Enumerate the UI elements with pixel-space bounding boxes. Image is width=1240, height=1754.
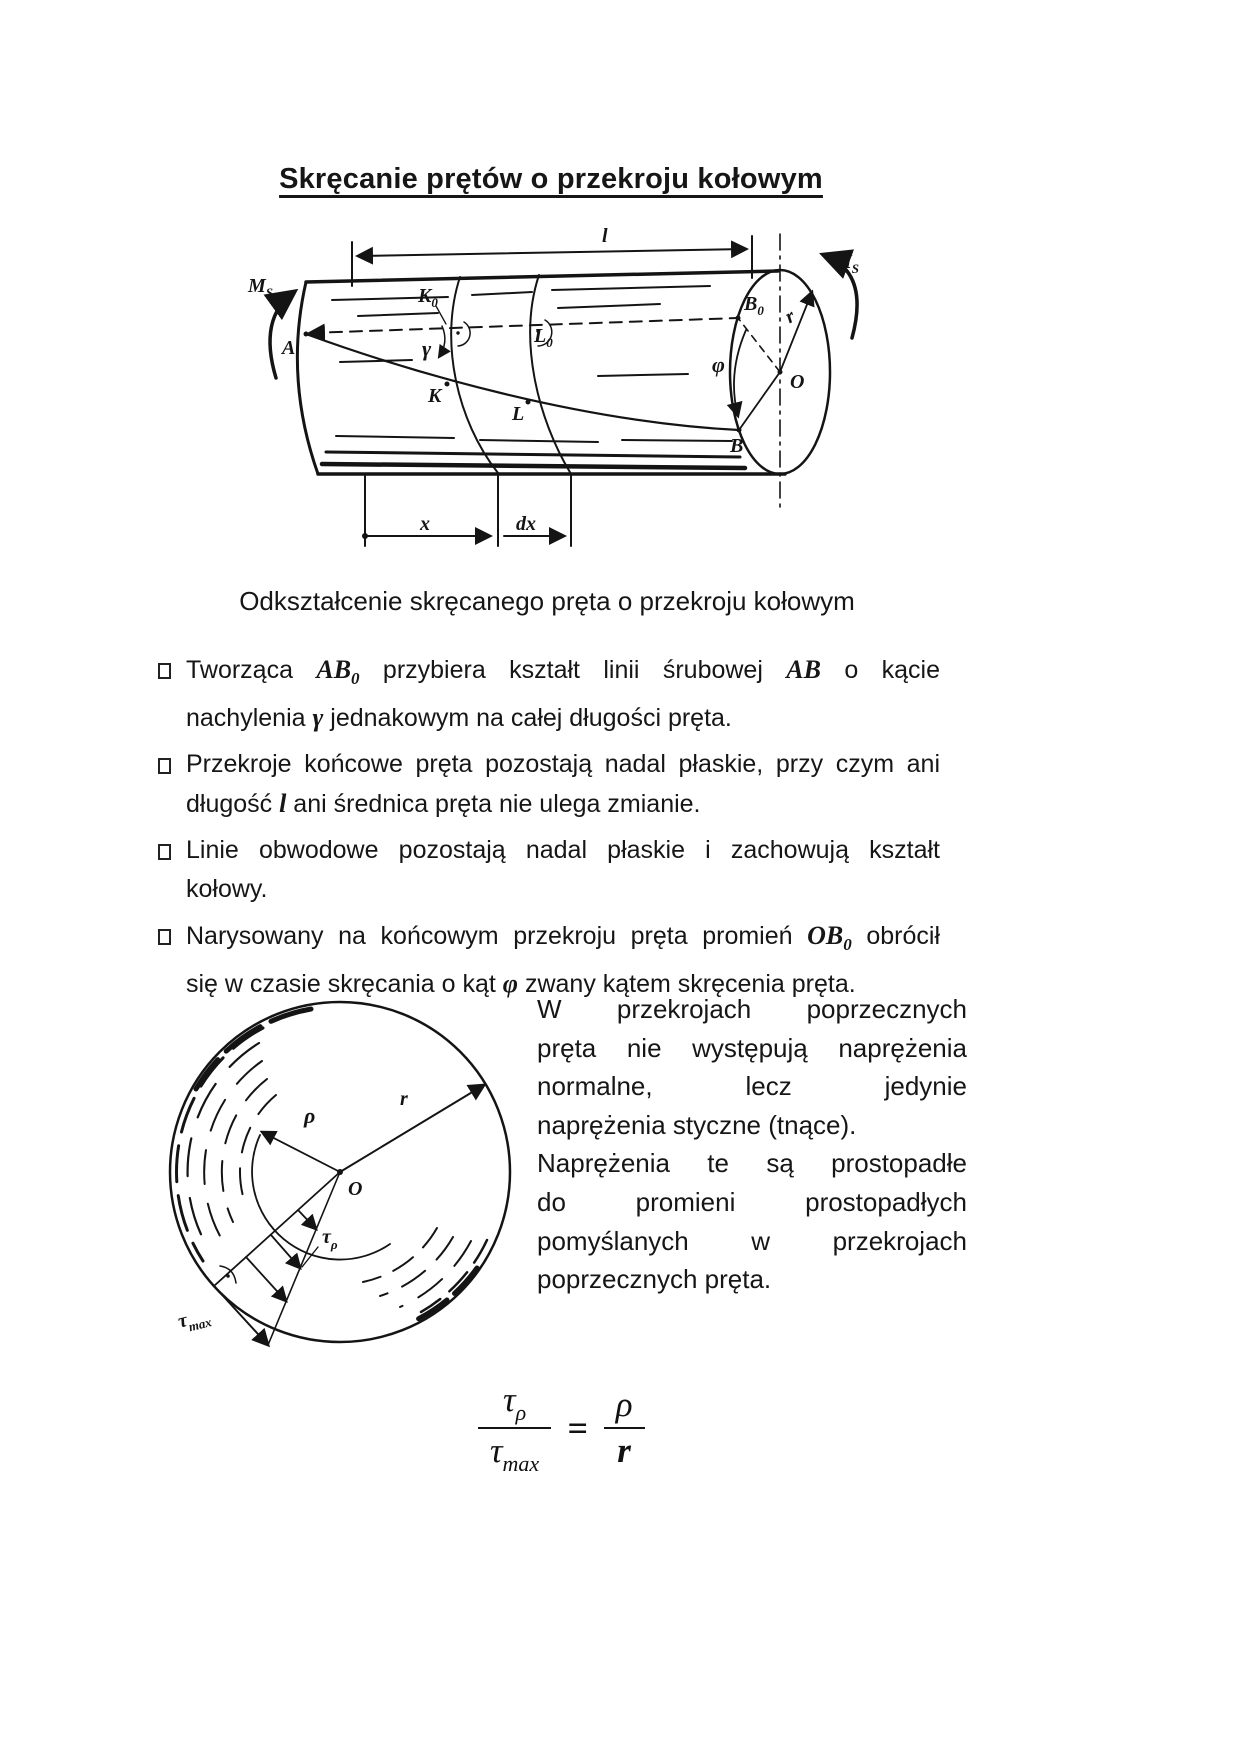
label-dx: dx (516, 513, 536, 535)
square-bullet-icon (158, 663, 171, 679)
label-tau-max: $\tau_{max}$ (175, 1309, 214, 1335)
equals-sign: = (567, 1407, 588, 1448)
paragraph-line: do promieni prostopadłych (537, 1186, 967, 1217)
bullet-4-line-2: się w czasie skręcania o kąt φ zwany kątem skręcenia pręta. (186, 969, 856, 998)
side-paragraph (537, 990, 967, 1299)
label-point-k: K (428, 385, 442, 407)
paragraph-line: pręta nie występują naprężenia (537, 1032, 967, 1063)
bullet-3-line-2: kołowy. (186, 875, 268, 903)
formula-tau-ratio (478, 1378, 645, 1478)
bullet-1-line-1: Tworząca $AB_0$ przybiera kształt linii śrubowej AB o kącie (186, 655, 940, 688)
label-point-o: O (790, 371, 805, 393)
bullet-2-line-1: Przekroje końcowe pręta pozostają nadal płaskie, przy czym ani (186, 750, 940, 778)
figure-caption: Odkształcenie skręcanego pręta o przekroju kołowym (239, 586, 855, 616)
label-radius-r: r (781, 304, 799, 329)
bullet-1-line-2: nachylenia γ jednakowym na całej długości pręta. (186, 703, 732, 732)
bullet-3-line-1: Linie obwodowe pozostają nadal płaskie i zachowują kształt (186, 836, 940, 864)
fraction-tau (478, 1378, 551, 1478)
square-bullet-icon (158, 844, 171, 860)
label-point-b: B (730, 435, 744, 457)
label-tau-rho: $\tau_\rho$ (322, 1226, 338, 1252)
formula-denominator: r (617, 1431, 631, 1470)
label-gamma: γ (422, 336, 432, 361)
bullet-item-2 (156, 745, 940, 824)
bullet-item-1 (156, 650, 940, 738)
label-length-l: l (602, 226, 608, 247)
paragraph-line: pomyślanych w przekrojach (537, 1225, 967, 1256)
label-point-b0: $B_0$ (744, 293, 764, 318)
label-torque-right: $M_S$ (834, 251, 860, 276)
formula-numerator: ρ (615, 1384, 633, 1424)
label-point-l: L (512, 403, 525, 425)
bullet-item-3 (156, 831, 940, 909)
label-point-a: A (282, 337, 296, 359)
label-point-k0: $K_0$ (418, 285, 438, 310)
formula-numerator: $\tau_\rho$ (503, 1380, 527, 1425)
label-x: x (420, 513, 430, 535)
cylinder-linework (270, 234, 860, 546)
square-bullet-icon (158, 929, 171, 945)
paragraph-line: poprzecznych pręta. (537, 1264, 772, 1295)
cross-section-diagram (150, 985, 540, 1425)
paragraph-line: Naprężenia te są prostopadłe (537, 1148, 967, 1179)
bullet-2-line-2: długość l ani średnica pręta nie ulega zmianie. (186, 789, 701, 818)
label-center-o: O (348, 1178, 363, 1200)
label-point-l0: $L_0$ (534, 325, 553, 350)
label-radius-r: r (400, 1088, 408, 1110)
label-torque-left: $M_S$ (248, 275, 274, 300)
cylinder-diagram (240, 226, 880, 576)
paragraph-line: normalne, lecz jedynie (537, 1071, 967, 1102)
square-bullet-icon (158, 758, 171, 774)
bullet-4-line-1: Narysowany na końcowym przekroju pręta promień $OB_0$ obrócił (186, 921, 941, 954)
bullet-list (156, 650, 940, 1011)
page-title: Skręcanie prętów o przekroju kołowym (279, 163, 823, 195)
cross-section-linework (170, 1002, 510, 1345)
paragraph-line: naprężenia styczne (tnące). (537, 1109, 857, 1140)
label-rho: ρ (304, 1103, 316, 1128)
label-phi: φ (712, 352, 725, 377)
fraction-rho-r (604, 1383, 645, 1473)
paragraph-line: W przekrojach poprzecznych (537, 994, 967, 1024)
formula-denominator: $\tau_{max}$ (490, 1431, 540, 1476)
